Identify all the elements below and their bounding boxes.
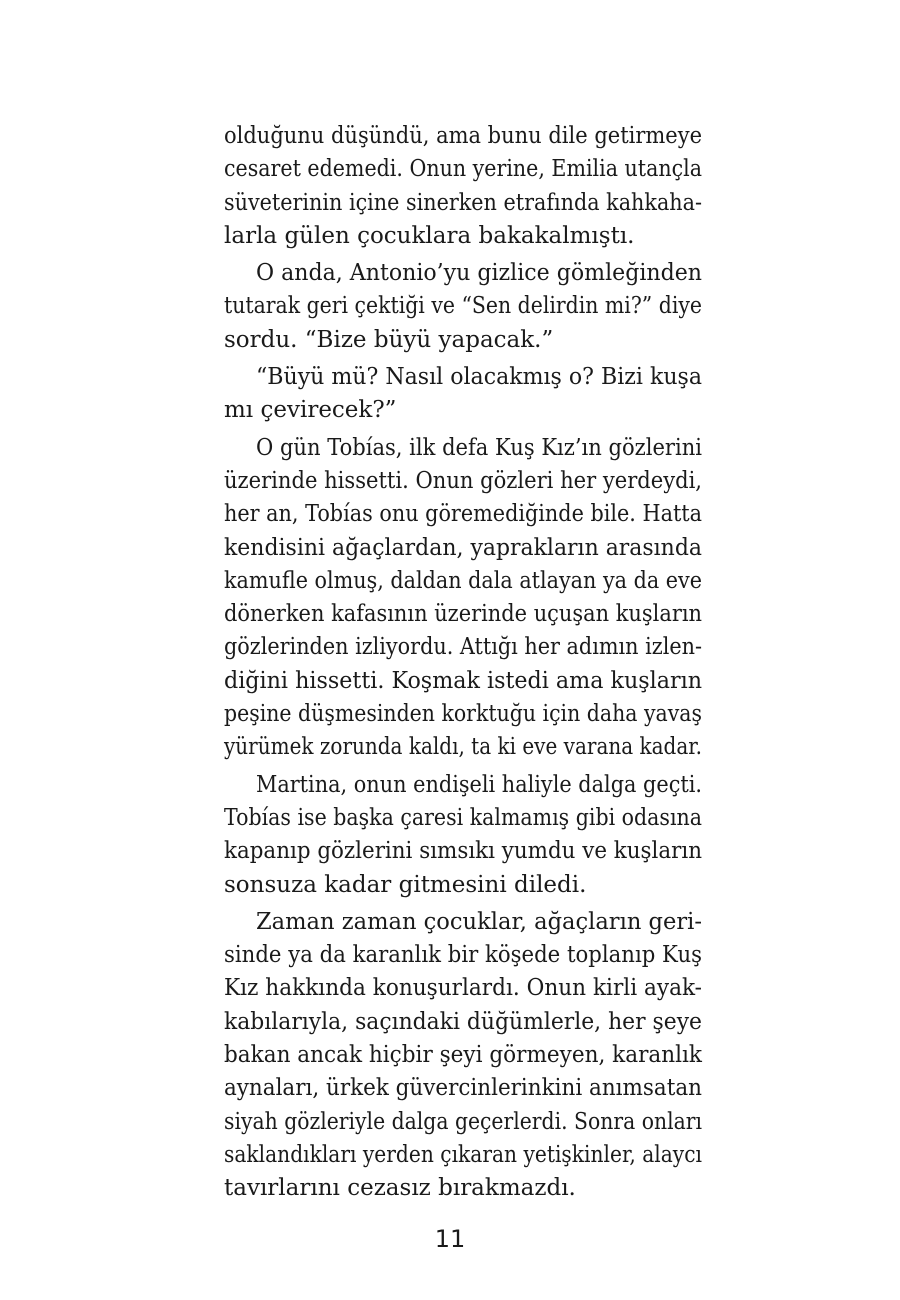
text-line: “Büyü mü? Nasıl olacakmış o? Bizi kuşa xyxy=(256,364,702,391)
text-line: bakan ancak hiçbir şeyi görmeyen, karanlık xyxy=(224,1042,702,1069)
text-line: sonsuza kadar gitmesini diledi. xyxy=(224,871,587,898)
text-line: süveterinin içine sinerken etrafında kahkaha- xyxy=(224,189,702,216)
paragraph-4 xyxy=(224,432,702,765)
text-line: tavırlarını cezasız bırakmazdı. xyxy=(224,1175,576,1202)
text-line: yürümek zorunda kaldı, ta ki eve varana kadar. xyxy=(224,734,702,761)
text-line: diğini hissetti. Koşmak istedi ama kuşların xyxy=(224,667,702,694)
text-line: siyah gözleriyle dalga geçerlerdi. Sonra onları xyxy=(224,1108,702,1135)
paragraph-6 xyxy=(224,906,702,1206)
text-line: kapanıp gözlerini sımsıkı yumdu ve kuşların xyxy=(224,838,702,865)
text-line: mı çevirecek?” xyxy=(224,397,397,424)
text-line: cesaret edemedi. Onun yerine, Emilia utançla xyxy=(224,156,702,183)
text-line: O anda, Antonio’yu gizlice gömleğinden xyxy=(256,260,702,287)
paragraph-2 xyxy=(224,257,702,357)
text-line: gözlerinden izliyordu. Attığı her adımın izlen- xyxy=(224,634,702,661)
text-line: saklandıkları yerden çıkaran yetişkinler, alaycı xyxy=(224,1141,702,1168)
text-line: her an, Tobías onu göremediğinde bile. Hatta xyxy=(224,501,702,528)
text-line: olduğunu düşündü, ama bunu dile getirmeye xyxy=(224,123,702,149)
page-number: 11 xyxy=(434,1225,466,1253)
text-line: Tobías ise başka çaresi kalmamış gibi odasına xyxy=(224,804,702,831)
text-line: O gün Tobías, ilk defa Kuş Kız’ın gözlerini xyxy=(256,434,702,461)
text-line: larla gülen çocuklara bakakalmıştı. xyxy=(224,222,635,249)
text-line: Kız hakkında konuşurlardı. Onun kirli ayak- xyxy=(224,975,702,1002)
text-line: aynaları, ürkek güvercinlerinkini anımsatan xyxy=(224,1075,702,1102)
text-line: Martina, onun endişeli haliyle dalga geçti. xyxy=(256,771,702,798)
text-line: peşine düşmesinden korktuğu için daha yavaş xyxy=(224,701,702,728)
paragraph-1 xyxy=(224,120,702,253)
text-line: kendisini ağaçlardan, yaprakların arasında xyxy=(224,534,702,561)
text-line: kamufle olmuş, daldan dala atlayan ya da eve xyxy=(224,567,702,594)
text-line: sordu. “Bize büyü yapacak.” xyxy=(224,326,554,353)
text-line: kabılarıyla, saçındaki düğümlerle, her şeye xyxy=(224,1008,702,1035)
text-line: sinde ya da karanlık bir köşede toplanıp Kuş xyxy=(224,942,702,969)
paragraph-3 xyxy=(224,361,702,428)
text-line: Zaman zaman çocuklar, ağaçların geri- xyxy=(256,908,702,935)
body-text xyxy=(224,120,702,1206)
text-line: üzerinde hissetti. Onun gözleri her yerdeydi, xyxy=(224,467,702,494)
paragraph-5 xyxy=(224,769,702,902)
text-line: dönerken kafasının üzerinde uçuşan kuşların xyxy=(224,601,702,628)
text-line: tutarak geri çektiği ve “Sen delirdin mi?” diye xyxy=(224,293,702,320)
